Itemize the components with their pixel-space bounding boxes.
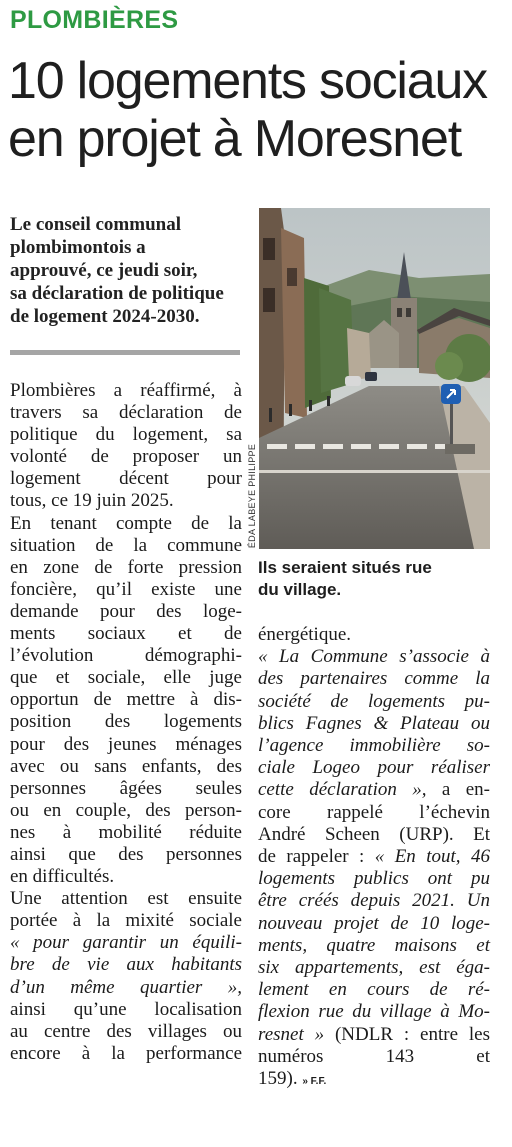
body-line: ainsi que des personnes: [10, 843, 242, 865]
quote-line: lement en cours de ré-: [258, 979, 490, 1001]
photo-caption: [258, 557, 490, 601]
quote-line: d’un même quartier »,: [10, 976, 242, 998]
lead-line: sa déclaration de politique: [10, 283, 224, 304]
body-line: Une attention est ensuite: [10, 888, 242, 910]
headline-line: en projet à Moresnet: [8, 110, 461, 168]
quote-fragment: resnet »: [258, 1023, 325, 1045]
text-fragment: (NDLR : entre les: [324, 1023, 491, 1045]
body-line: nes à mobilité réduite: [10, 821, 242, 843]
quote-line: nouveau projet de 10 loge-: [258, 912, 490, 934]
paragraph: [10, 513, 242, 889]
paragraph: [10, 380, 242, 513]
body-line: foncière, qu’il existe une: [10, 578, 242, 600]
quote-line: bre de vie aux habitants: [10, 954, 242, 976]
quote-fragment: cette déclaration »,: [258, 779, 427, 801]
body-line: en difficultés.: [10, 866, 115, 888]
body-line: position des logements: [10, 711, 242, 733]
body-line: ou en couple, des person-: [10, 799, 242, 821]
quote-line: blics Fagnes & Plateau ou: [258, 712, 490, 734]
body-line: Plombières a réaffirmé, à: [10, 380, 242, 401]
quote-line: des partenaires comme la: [258, 668, 490, 690]
quote-fragment: « En tout, 46: [364, 846, 490, 868]
body-line: au centre des villages ou: [10, 1020, 242, 1042]
lead-line: plombimontois a: [10, 237, 146, 258]
quote-line: ments, quatre maisons et: [258, 934, 490, 956]
body-line: numéros 143 et: [258, 1045, 490, 1067]
body-line: que et sociale, elle juge: [10, 667, 242, 689]
quote-line: logements publics ont pu: [258, 868, 490, 890]
body-line: situation de la commune: [10, 534, 242, 556]
body-line: portée à la mixité sociale: [10, 910, 242, 932]
headline-line: 10 logements sociaux: [8, 52, 487, 110]
caption-line: Ils seraient situés rue: [258, 558, 432, 577]
body-line: personnes âgées seules: [10, 777, 242, 799]
body-line: pour des jeunes ménages: [10, 733, 242, 755]
body-line: l’évolution démographi-: [10, 645, 242, 667]
body-line: en zone de forte pression: [10, 556, 242, 578]
paragraph: [258, 624, 490, 1093]
body-line: core rappelé l’échevin: [258, 801, 490, 823]
body-line: encore à la performance: [10, 1042, 242, 1064]
paragraph: [10, 888, 242, 1065]
quote-line: ciale Logeo pour réaliser: [258, 757, 490, 779]
body-line: travers sa déclaration de: [10, 402, 242, 424]
body-line: En tenant compte de la: [10, 512, 242, 534]
quote-line: l’agence immobilière so-: [258, 735, 490, 757]
body-line: demande pour des loge-: [10, 600, 242, 622]
lead-divider: [10, 350, 240, 355]
quote-line: société de logements pu-: [258, 690, 490, 712]
article-lead: [10, 213, 248, 328]
quote-line: « pour garantir un équili-: [10, 932, 242, 954]
author-signature: » F.F.: [302, 1076, 327, 1088]
article-headline: [8, 52, 508, 168]
body-line: André Scheen (URP). Et: [258, 823, 490, 845]
quote-line: flexion rue du village à Mo-: [258, 1001, 490, 1023]
body-line: volonté de proposer un: [10, 446, 242, 468]
section-kicker: PLOMBIÈRES: [10, 6, 179, 34]
body-line: [258, 1068, 490, 1093]
quote-line: « La Commune s’associe à: [258, 646, 490, 668]
quote-line: six appartements, est éga-: [258, 957, 490, 979]
body-line: énergétique.: [258, 624, 352, 645]
text-fragment: 159).: [258, 1068, 298, 1090]
caption-line: du village.: [258, 580, 342, 599]
lead-line: approuvé, ce jeudi soir,: [10, 260, 198, 281]
body-column-left: [10, 380, 242, 1065]
body-line: ments sociaux et de: [10, 623, 242, 645]
body-line: [258, 1024, 490, 1046]
article-photo: [259, 208, 490, 549]
lead-line: de logement 2024-2030.: [10, 306, 200, 327]
body-line: logement décent pour: [10, 468, 242, 490]
body-line: politique du logement, sa: [10, 424, 242, 446]
photo-credit-text: ÉDA LABEYE PHILIPPE: [247, 443, 257, 549]
body-line: [258, 779, 490, 801]
body-column-right: [258, 624, 490, 1093]
body-line: opportun de mettre à dis-: [10, 689, 242, 711]
text-fragment: a en-: [426, 779, 490, 801]
quote-line: être créés depuis 2021. Un: [258, 890, 490, 912]
lead-line: Le conseil communal: [10, 214, 181, 235]
body-line: [258, 846, 490, 868]
photo-credit: [244, 440, 260, 552]
body-line: avec ou sans enfants, des: [10, 755, 242, 777]
body-line: tous, ce 19 juin 2025.: [10, 490, 174, 512]
body-line: ainsi qu’une localisation: [10, 998, 242, 1020]
text-fragment: de rappeler :: [258, 846, 365, 868]
